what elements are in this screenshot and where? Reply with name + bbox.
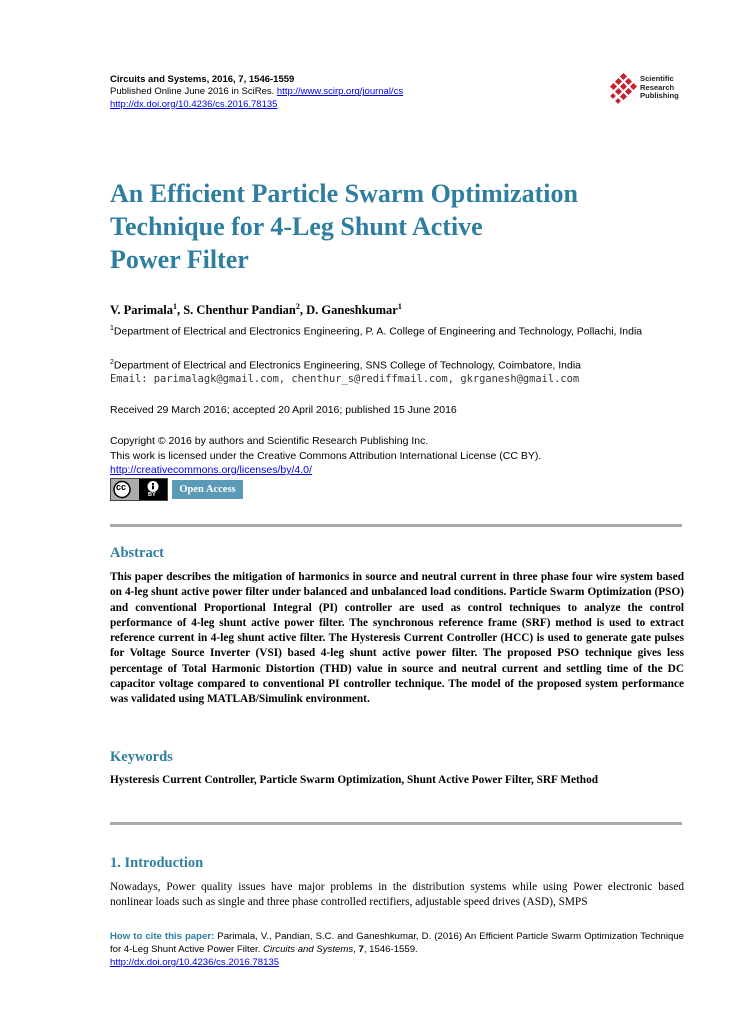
logo-line-1: Scientific bbox=[640, 74, 674, 83]
divider-bottom bbox=[110, 822, 682, 825]
how-to-cite-text: Parimala, V., Pandian, S.C. and Ganeshkumar, D. (2016) An Efficient Particle Swarm Optimization Technique for 4-Leg Shunt Active Power Filter. bbox=[110, 931, 684, 955]
publisher-logo bbox=[609, 72, 699, 108]
logo-line-2: Research bbox=[640, 82, 675, 92]
affiliation-2-text: Department of Electrical and Electronics Engineering, SNS College of Technology, Coimbatore, India bbox=[113, 359, 582, 372]
author-list bbox=[110, 302, 402, 318]
title-line-3: Power Filter bbox=[110, 245, 249, 274]
copyright-line: Copyright © 2016 by authors and Scientific Research Publishing Inc. bbox=[110, 435, 429, 447]
how-to-cite-separator: , bbox=[353, 944, 359, 955]
cc-by-badge[interactable] bbox=[110, 478, 168, 501]
abstract-heading: Abstract bbox=[110, 545, 164, 561]
how-to-cite-lead: How to cite this paper: bbox=[110, 931, 215, 942]
cc-label: cc bbox=[116, 482, 127, 492]
how-to-cite-pages: , 1546-1559. bbox=[363, 944, 418, 955]
published-prefix: Published Online June 2016 in SciRes. bbox=[110, 86, 277, 98]
published-line bbox=[110, 86, 403, 98]
divider-top bbox=[110, 524, 682, 527]
author-separator: , bbox=[299, 303, 307, 318]
affiliation-1-sup: 1 bbox=[110, 325, 114, 332]
how-to-cite bbox=[110, 930, 684, 969]
author-3-sup: 1 bbox=[397, 302, 402, 311]
introduction-text: Nowadays, Power quality issues have major problems in the distribution systems while using Power electronic based nonlinear loads such as single and three phase controlled rectifiers, adjustable speed drives (ASD), SMPS bbox=[110, 881, 684, 909]
author-1: V. Parimala bbox=[110, 303, 173, 318]
affiliation-1-text: Department of Electrical and Electronics Engineering, P. A. College of Engineering and Technology, Pollachi, India bbox=[113, 325, 643, 338]
affiliation-2-sup: 2 bbox=[110, 359, 114, 366]
by-label: BY bbox=[148, 492, 156, 498]
journal-url-link[interactable]: http://www.scirp.org/journal/cs bbox=[276, 86, 404, 98]
how-to-cite-volume: 7 bbox=[358, 944, 364, 955]
author-emails: Email: parimalagk@gmail.com, chenthur_s@rediffmail.com, gkrganesh@gmail.com bbox=[110, 373, 580, 385]
author-2: S. Chenthur Pandian bbox=[183, 303, 296, 318]
copyright-block bbox=[110, 434, 690, 478]
author-1-sup: 1 bbox=[172, 302, 177, 311]
open-access-badge: Open Access bbox=[172, 480, 243, 499]
keywords-heading: Keywords bbox=[110, 749, 173, 765]
paper-title bbox=[110, 177, 670, 276]
logo-line-3: Publishing bbox=[640, 91, 679, 101]
license-link[interactable]: http://creativecommons.org/licenses/by/4.0/ bbox=[110, 464, 312, 476]
keywords-text: Hysteresis Current Controller, Particle Swarm Optimization, Shunt Active Power Filter, SRF Method bbox=[110, 774, 599, 786]
title-line-2: Technique for 4-Leg Shunt Active bbox=[110, 212, 483, 241]
affiliation-2 bbox=[110, 356, 685, 373]
journal-header bbox=[110, 74, 403, 111]
license-line: This work is licensed under the Creative Commons Attribution International License (CC BY). bbox=[110, 449, 542, 462]
logo-text bbox=[640, 75, 679, 101]
author-2-sup: 2 bbox=[295, 302, 300, 311]
how-to-cite-journal: Circuits and Systems bbox=[263, 944, 354, 955]
author-separator: , bbox=[176, 303, 184, 318]
scirp-logo-icon bbox=[609, 72, 639, 108]
publication-dates: Received 29 March 2016; accepted 20 April 2016; published 15 June 2016 bbox=[110, 404, 457, 416]
introduction-heading: 1. Introduction bbox=[110, 855, 204, 871]
affiliation-1 bbox=[110, 322, 685, 339]
doi-link[interactable]: http://dx.doi.org/10.4236/cs.2016.78135 bbox=[110, 98, 278, 110]
journal-citation: Circuits and Systems, 2016, 7, 1546-1559 bbox=[110, 74, 295, 85]
title-line-1: An Efficient Particle Swarm Optimization bbox=[110, 179, 578, 208]
abstract-text: This paper describes the mitigation of harmonics in source and neutral current in three phase four wire system based on 4-leg shunt active power filter under balanced and unbalanced load conditions. Particle Swarm Optimization (PSO) and conventional Proportional Integral (PI) controller are used as control techniques to analyze the control performance of 4-leg shunt active power filter. The synchronous reference frame (SRF) method is used to extract reference current in 4-leg shunt active filter. The Hysteresis Current Controller (HCC) is used to generate gate pulses for Voltage Source Inverter (VSI) based 4-leg shunt active power filter. The proposed PSO technique gives less percentage of Total Harmonic Distortion (THD) value in source and neutral current and settling time of the DC capacitor voltage compared to conventional PI controller technique. The model of the proposed system performance was validated using MATLAB/Simulink environment. bbox=[110, 571, 684, 706]
how-to-cite-doi-link[interactable]: http://dx.doi.org/10.4236/cs.2016.78135 bbox=[110, 957, 280, 968]
author-3: D. Ganeshkumar bbox=[306, 303, 398, 318]
